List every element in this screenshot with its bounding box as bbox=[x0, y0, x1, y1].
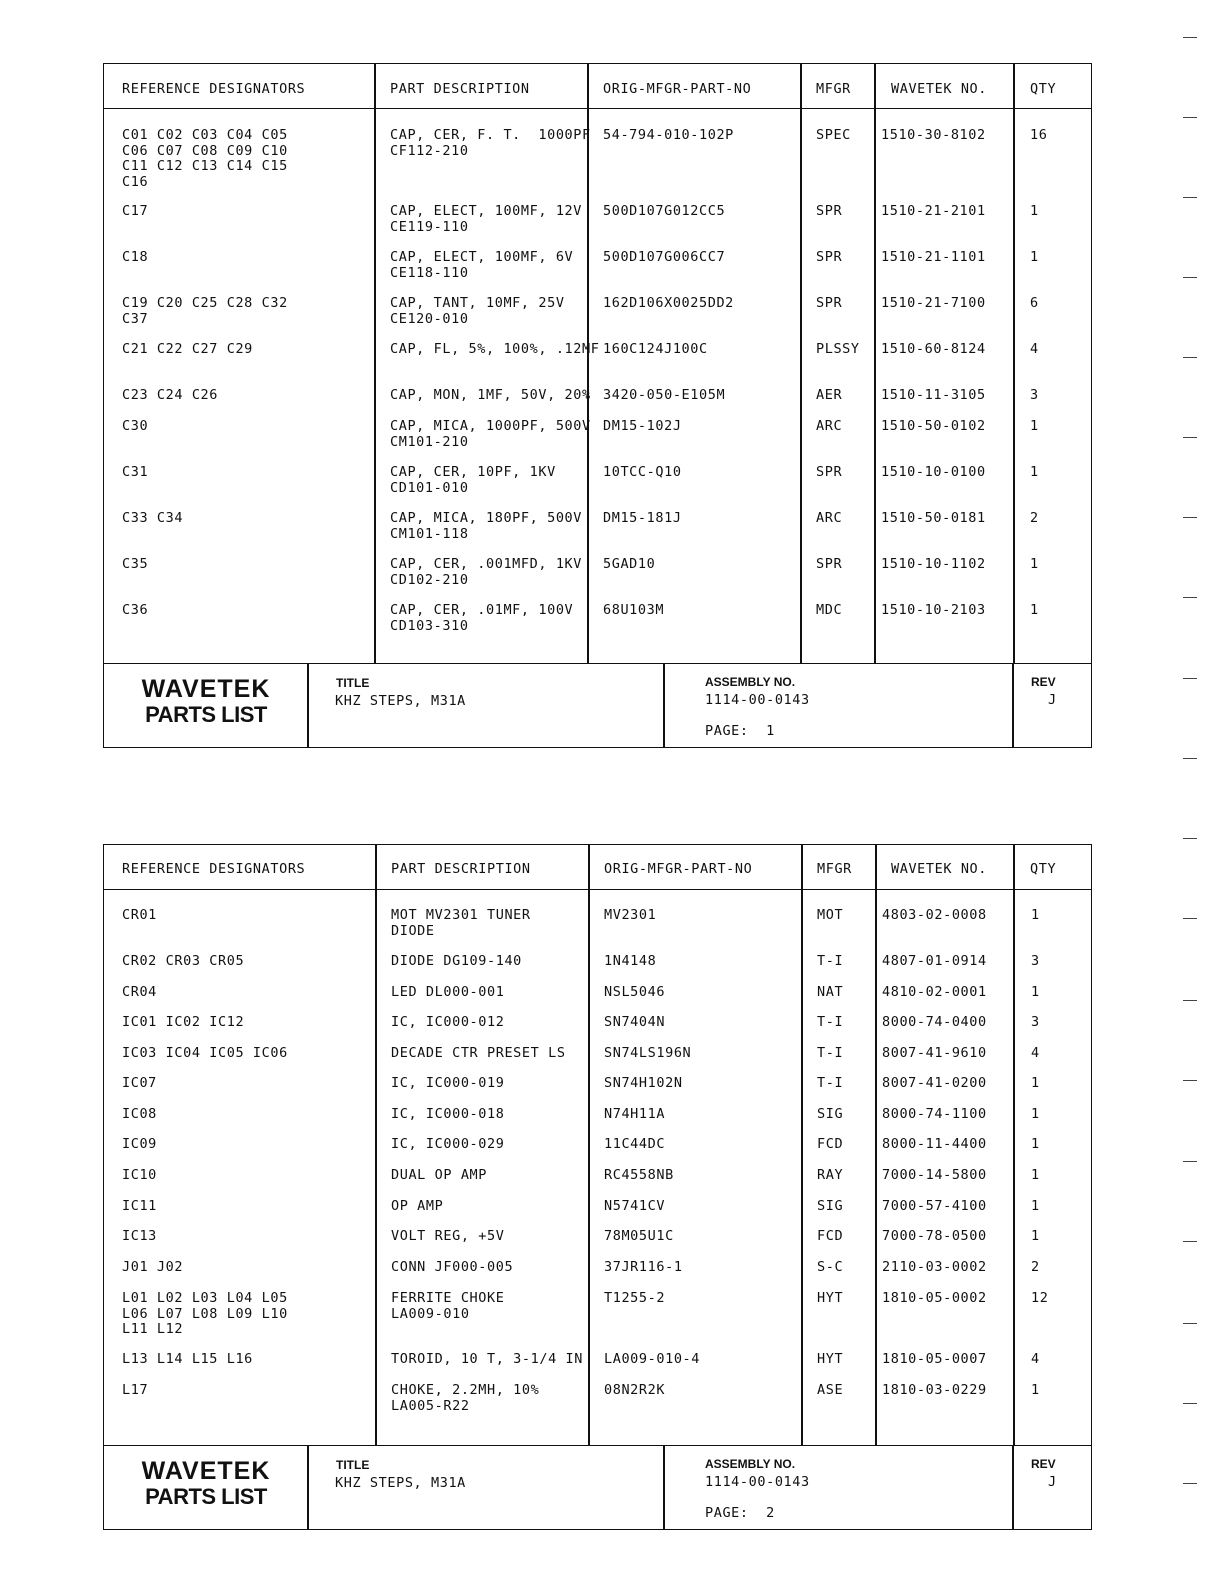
rev-label: REV bbox=[1031, 1457, 1056, 1471]
orig-mfgr-part-no: 162D106X0025DD2 bbox=[603, 295, 734, 311]
wavetek-no: 8000-74-1100 bbox=[882, 1106, 987, 1122]
part-description: CAP, MICA, 1000PF, 500V CM101-210 bbox=[390, 418, 591, 450]
orig-mfgr-part-no: SN74LS196N bbox=[604, 1045, 692, 1061]
qty: 1 bbox=[1030, 418, 1039, 434]
ref-designators: C33 C34 bbox=[122, 510, 184, 526]
col-header-desc: PART DESCRIPTION bbox=[391, 861, 531, 877]
title-label: TITLE bbox=[336, 1458, 370, 1472]
mfgr: HYT bbox=[817, 1351, 844, 1367]
mfgr: SPR bbox=[816, 203, 843, 219]
assembly-label: ASSEMBLY NO. bbox=[705, 1457, 796, 1471]
wavetek-no: 1510-60-8124 bbox=[881, 341, 986, 357]
mfgr: SPR bbox=[816, 295, 843, 311]
ref-designators: IC13 bbox=[122, 1228, 157, 1244]
mfgr: T-I bbox=[817, 1014, 844, 1030]
part-description: FERRITE CHOKE LA009-010 bbox=[391, 1290, 505, 1322]
qty: 1 bbox=[1030, 602, 1039, 618]
wavetek-no: 1510-10-2103 bbox=[881, 602, 986, 618]
ref-designators: L17 bbox=[122, 1382, 149, 1398]
rev-label: REV bbox=[1031, 675, 1056, 689]
ref-designators: C19 C20 C25 C28 C32 C37 bbox=[122, 295, 288, 327]
orig-mfgr-part-no: SN7404N bbox=[604, 1014, 666, 1030]
qty: 4 bbox=[1031, 1045, 1040, 1061]
brand-name: WAVETEK bbox=[141, 1457, 271, 1485]
qty: 6 bbox=[1030, 295, 1039, 311]
ref-designators: J01 J02 bbox=[122, 1259, 184, 1275]
mfgr: T-I bbox=[817, 953, 844, 969]
assembly-number: 1114-00-0143 bbox=[705, 692, 810, 708]
mfgr: SPR bbox=[816, 249, 843, 265]
title-block bbox=[104, 663, 1091, 748]
parts-list-heading: PARTS LIST bbox=[145, 1484, 267, 1509]
qty: 1 bbox=[1030, 464, 1039, 480]
col-header-ref: REFERENCE DESIGNATORS bbox=[122, 861, 306, 877]
mfgr: SIG bbox=[817, 1198, 844, 1214]
ref-designators: C30 bbox=[122, 418, 149, 434]
brand-name: WAVETEK bbox=[141, 675, 271, 703]
orig-mfgr-part-no: NSL5046 bbox=[604, 984, 666, 1000]
qty: 1 bbox=[1031, 1136, 1040, 1152]
wavetek-no: 1510-11-3105 bbox=[881, 387, 986, 403]
mfgr: FCD bbox=[817, 1228, 844, 1244]
mfgr: NAT bbox=[817, 984, 844, 1000]
orig-mfgr-part-no: T1255-2 bbox=[604, 1290, 666, 1306]
parts-list-sheet-1 bbox=[103, 63, 1092, 748]
part-description: CAP, CER, .01MF, 100V CD103-310 bbox=[390, 602, 574, 634]
document-title: KHZ STEPS, M31A bbox=[335, 1475, 466, 1491]
part-description: DIODE DG109-140 bbox=[391, 953, 522, 969]
orig-mfgr-part-no: 68U103M bbox=[603, 602, 665, 618]
ref-designators: L01 L02 L03 L04 L05 L06 L07 L08 L09 L10 L11 L12 bbox=[122, 1290, 288, 1337]
mfgr: T-I bbox=[817, 1045, 844, 1061]
col-header-wavetek: WAVETEK NO. bbox=[891, 861, 988, 877]
part-description: IC, IC000-019 bbox=[391, 1075, 505, 1091]
parts-list-heading: PARTS LIST bbox=[145, 702, 267, 727]
orig-mfgr-part-no: N74H11A bbox=[604, 1106, 666, 1122]
qty: 4 bbox=[1031, 1351, 1040, 1367]
wavetek-no: 8000-11-4400 bbox=[882, 1136, 987, 1152]
ref-designators: IC11 bbox=[122, 1198, 157, 1214]
part-description: CAP, MICA, 180PF, 500V CM101-118 bbox=[390, 510, 583, 542]
mfgr: MDC bbox=[816, 602, 843, 618]
qty: 1 bbox=[1031, 1382, 1040, 1398]
qty: 3 bbox=[1030, 387, 1039, 403]
table-header bbox=[104, 64, 1091, 109]
orig-mfgr-part-no: DM15-102J bbox=[603, 418, 682, 434]
part-description: TOROID, 10 T, 3-1/4 IN bbox=[391, 1351, 584, 1367]
col-header-qty: QTY bbox=[1030, 861, 1057, 877]
orig-mfgr-part-no: 54-794-010-102P bbox=[603, 127, 734, 143]
part-description: DECADE CTR PRESET LS bbox=[391, 1045, 566, 1061]
ref-designators: IC03 IC04 IC05 IC06 bbox=[122, 1045, 288, 1061]
orig-mfgr-part-no: 1N4148 bbox=[604, 953, 657, 969]
qty: 1 bbox=[1030, 556, 1039, 572]
qty: 1 bbox=[1030, 249, 1039, 265]
part-description: CAP, FL, 5%, 100%, .12MF bbox=[390, 341, 600, 357]
qty: 1 bbox=[1031, 984, 1040, 1000]
wavetek-no: 1510-50-0102 bbox=[881, 418, 986, 434]
col-header-desc: PART DESCRIPTION bbox=[390, 81, 530, 97]
wavetek-no: 4807-01-0914 bbox=[882, 953, 987, 969]
orig-mfgr-part-no: 10TCC-Q10 bbox=[603, 464, 682, 480]
wavetek-no: 1810-05-0007 bbox=[882, 1351, 987, 1367]
wavetek-no: 1510-21-1101 bbox=[881, 249, 986, 265]
title-block bbox=[104, 1445, 1091, 1530]
qty: 16 bbox=[1030, 127, 1048, 143]
wavetek-no: 7000-57-4100 bbox=[882, 1198, 987, 1214]
mfgr: SPR bbox=[816, 556, 843, 572]
orig-mfgr-part-no: DM15-181J bbox=[603, 510, 682, 526]
mfgr: SPEC bbox=[816, 127, 851, 143]
col-header-mfgr: MFGR bbox=[817, 861, 852, 877]
ref-designators: CR01 bbox=[122, 907, 157, 923]
wavetek-no: 2110-03-0002 bbox=[882, 1259, 987, 1275]
ref-designators: C01 C02 C03 C04 C05 C06 C07 C08 C09 C10 C11 C12 C13 C14 C15 C16 bbox=[122, 127, 288, 190]
part-description: OP AMP bbox=[391, 1198, 444, 1214]
title-label: TITLE bbox=[336, 676, 370, 690]
ref-designators: C31 bbox=[122, 464, 149, 480]
ref-designators: C35 bbox=[122, 556, 149, 572]
part-description: IC, IC000-018 bbox=[391, 1106, 505, 1122]
mfgr: S-C bbox=[817, 1259, 844, 1275]
part-description: CONN JF000-005 bbox=[391, 1259, 514, 1275]
wavetek-no: 4803-02-0008 bbox=[882, 907, 987, 923]
wavetek-no: 7000-78-0500 bbox=[882, 1228, 987, 1244]
ref-designators: C17 bbox=[122, 203, 149, 219]
mfgr: T-I bbox=[817, 1075, 844, 1091]
col-header-mfgr: MFGR bbox=[816, 81, 851, 97]
orig-mfgr-part-no: SN74H102N bbox=[604, 1075, 683, 1091]
qty: 1 bbox=[1031, 1228, 1040, 1244]
orig-mfgr-part-no: N5741CV bbox=[604, 1198, 666, 1214]
ref-designators: IC07 bbox=[122, 1075, 157, 1091]
ref-designators: CR04 bbox=[122, 984, 157, 1000]
mfgr: AER bbox=[816, 387, 843, 403]
mfgr: RAY bbox=[817, 1167, 844, 1183]
ref-designators: CR02 CR03 CR05 bbox=[122, 953, 245, 969]
orig-mfgr-part-no: 160C124J100C bbox=[603, 341, 708, 357]
part-description: CAP, ELECT, 100MF, 12V CE119-110 bbox=[390, 203, 583, 235]
qty: 4 bbox=[1030, 341, 1039, 357]
qty: 2 bbox=[1031, 1259, 1040, 1275]
wavetek-no: 1510-10-0100 bbox=[881, 464, 986, 480]
part-description: VOLT REG, +5V bbox=[391, 1228, 505, 1244]
part-description: CAP, CER, .001MFD, 1KV CD102-210 bbox=[390, 556, 583, 588]
table-header bbox=[104, 845, 1091, 890]
orig-mfgr-part-no: 37JR116-1 bbox=[604, 1259, 683, 1275]
mfgr: SIG bbox=[817, 1106, 844, 1122]
orig-mfgr-part-no: 500D107G006CC7 bbox=[603, 249, 726, 265]
part-description: CAP, ELECT, 100MF, 6V CE118-110 bbox=[390, 249, 574, 281]
col-header-part: ORIG-MFGR-PART-NO bbox=[604, 861, 753, 877]
orig-mfgr-part-no: 500D107G012CC5 bbox=[603, 203, 726, 219]
ref-designators: IC01 IC02 IC12 bbox=[122, 1014, 245, 1030]
part-description: CAP, MON, 1MF, 50V, 20% bbox=[390, 387, 591, 403]
wavetek-no: 7000-14-5800 bbox=[882, 1167, 987, 1183]
part-description: IC, IC000-029 bbox=[391, 1136, 505, 1152]
orig-mfgr-part-no: RC4558NB bbox=[604, 1167, 674, 1183]
wavetek-no: 1510-21-2101 bbox=[881, 203, 986, 219]
ref-designators: IC08 bbox=[122, 1106, 157, 1122]
ref-designators: C36 bbox=[122, 602, 149, 618]
col-header-part: ORIG-MFGR-PART-NO bbox=[603, 81, 752, 97]
ref-designators: C21 C22 C27 C29 bbox=[122, 341, 253, 357]
qty: 1 bbox=[1031, 907, 1040, 923]
wavetek-no: 1510-21-7100 bbox=[881, 295, 986, 311]
mfgr: MOT bbox=[817, 907, 844, 923]
document-title: KHZ STEPS, M31A bbox=[335, 693, 466, 709]
orig-mfgr-part-no: 5GAD10 bbox=[603, 556, 656, 572]
wavetek-no: 4810-02-0001 bbox=[882, 984, 987, 1000]
wavetek-no: 1510-30-8102 bbox=[881, 127, 986, 143]
part-description: DUAL OP AMP bbox=[391, 1167, 488, 1183]
mfgr: PLSSY bbox=[816, 341, 860, 357]
col-header-ref: REFERENCE DESIGNATORS bbox=[122, 81, 306, 97]
part-description: CAP, CER, F. T. 1000PF CF112-210 bbox=[390, 127, 591, 159]
ref-designators: C18 bbox=[122, 249, 149, 265]
part-description: CAP, CER, 10PF, 1KV CD101-010 bbox=[390, 464, 556, 496]
wavetek-logo bbox=[104, 1458, 308, 1510]
mfgr: HYT bbox=[817, 1290, 844, 1306]
wavetek-no: 1510-50-0181 bbox=[881, 510, 986, 526]
col-header-wavetek: WAVETEK NO. bbox=[891, 81, 988, 97]
orig-mfgr-part-no: 11C44DC bbox=[604, 1136, 666, 1152]
part-description: CAP, TANT, 10MF, 25V CE120-010 bbox=[390, 295, 565, 327]
qty: 1 bbox=[1031, 1106, 1040, 1122]
mfgr: SPR bbox=[816, 464, 843, 480]
mfgr: FCD bbox=[817, 1136, 844, 1152]
wavetek-no: 8007-41-9610 bbox=[882, 1045, 987, 1061]
wavetek-logo bbox=[104, 676, 308, 728]
mfgr: ASE bbox=[817, 1382, 844, 1398]
page-number: PAGE: 1 bbox=[705, 723, 775, 739]
rev-value: J bbox=[1048, 1474, 1057, 1490]
ref-designators: IC09 bbox=[122, 1136, 157, 1152]
mfgr: ARC bbox=[816, 510, 843, 526]
qty: 12 bbox=[1031, 1290, 1049, 1306]
assembly-label: ASSEMBLY NO. bbox=[705, 675, 796, 689]
wavetek-no: 8000-74-0400 bbox=[882, 1014, 987, 1030]
page-number: PAGE: 2 bbox=[705, 1505, 775, 1521]
qty: 1 bbox=[1031, 1198, 1040, 1214]
orig-mfgr-part-no: MV2301 bbox=[604, 907, 657, 923]
wavetek-no: 8007-41-0200 bbox=[882, 1075, 987, 1091]
mfgr: ARC bbox=[816, 418, 843, 434]
qty: 3 bbox=[1031, 953, 1040, 969]
ref-designators: C23 C24 C26 bbox=[122, 387, 219, 403]
wavetek-no: 1810-05-0002 bbox=[882, 1290, 987, 1306]
col-header-qty: QTY bbox=[1030, 81, 1057, 97]
part-description: MOT MV2301 TUNER DIODE bbox=[391, 907, 531, 939]
qty: 1 bbox=[1031, 1075, 1040, 1091]
orig-mfgr-part-no: 08N2R2K bbox=[604, 1382, 666, 1398]
rev-value: J bbox=[1048, 692, 1057, 708]
qty: 2 bbox=[1030, 510, 1039, 526]
parts-list-sheet-2 bbox=[103, 844, 1092, 1530]
assembly-number: 1114-00-0143 bbox=[705, 1474, 810, 1490]
qty: 1 bbox=[1031, 1167, 1040, 1183]
wavetek-no: 1810-03-0229 bbox=[882, 1382, 987, 1398]
orig-mfgr-part-no: 3420-050-E105M bbox=[603, 387, 726, 403]
ref-designators: L13 L14 L15 L16 bbox=[122, 1351, 253, 1367]
wavetek-no: 1510-10-1102 bbox=[881, 556, 986, 572]
qty: 3 bbox=[1031, 1014, 1040, 1030]
orig-mfgr-part-no: LA009-010-4 bbox=[604, 1351, 701, 1367]
ref-designators: IC10 bbox=[122, 1167, 157, 1183]
part-description: IC, IC000-012 bbox=[391, 1014, 505, 1030]
qty: 1 bbox=[1030, 203, 1039, 219]
orig-mfgr-part-no: 78M05U1C bbox=[604, 1228, 674, 1244]
part-description: LED DL000-001 bbox=[391, 984, 505, 1000]
part-description: CHOKE, 2.2MH, 10% LA005-R22 bbox=[391, 1382, 540, 1414]
